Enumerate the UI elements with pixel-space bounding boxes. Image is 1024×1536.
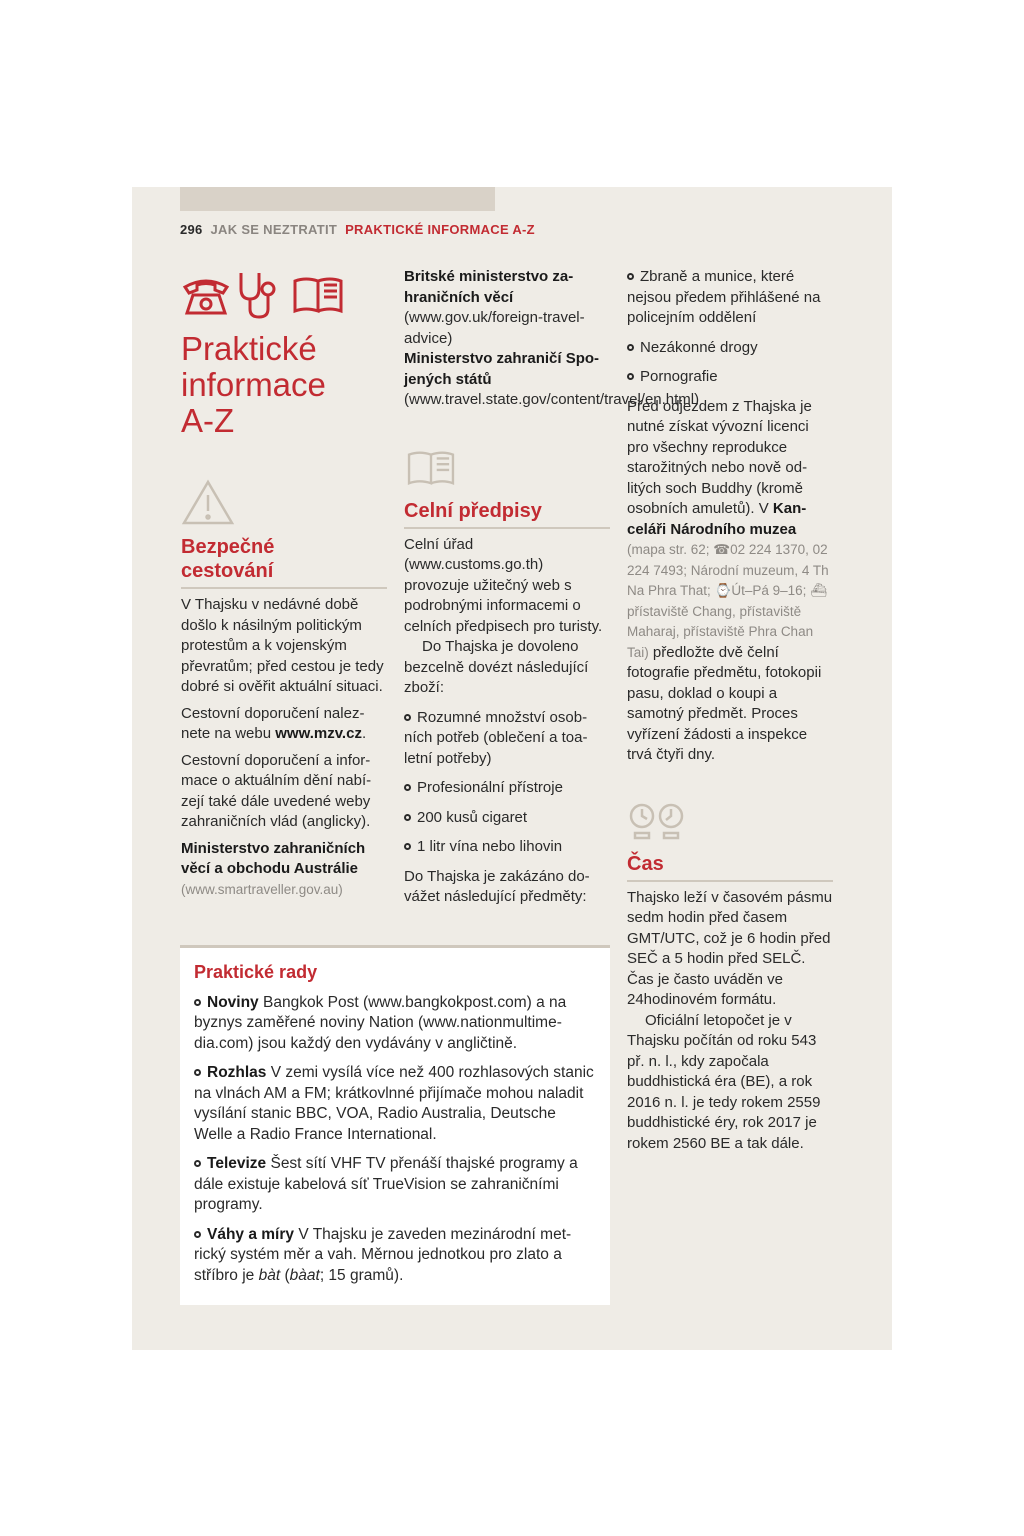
us-ministry-url[interactable]: (www.travel.state.gov/content/travel/en.html) (404, 391, 700, 408)
bullet-icon (194, 1160, 201, 1167)
allowed-item-text: Rozumné množství osobních potřeb (oblečení a toaletní potřeby) (404, 708, 588, 767)
export-license-end: předložte dvě čelní fotografie předmětu, fotokopii pasu, doklad o koupi a samotný předmět. Proces vyřízení žádosti a inspekce trvá čtyři dny. (627, 643, 822, 763)
safety-paragraph-1: V Thajsku v nedávné době došlo k násilným politickým protestům a k vojenským převratům; před cestou je tedy dobré si ověřit aktuální situaci. (181, 596, 384, 695)
tips-title: Praktické rady (194, 962, 318, 982)
book-icon (404, 447, 458, 489)
page-number: 296 (180, 222, 203, 237)
customs-heading: Celní předpisy (404, 499, 610, 529)
customs-paragraph-2: Do Thajska je dovoleno bezcelně dovézt následující zboží: (404, 638, 589, 696)
forbidden-item-text: Zbraně a munice, které nejsou předem přihlášené na policejním oddělení (627, 268, 821, 326)
tip-label: Váhy a míry (207, 1225, 295, 1243)
bullet-icon (404, 843, 411, 850)
tip-item-weights (194, 1225, 596, 1287)
allowed-item (404, 708, 610, 770)
safety-heading (181, 535, 387, 589)
safety-paragraph-3: Cestovní doporučení a informace o aktuálním dění nabízejí také dále uvedené weby zahraničních vlád (anglicky). (181, 751, 372, 830)
bullet-icon (404, 784, 411, 791)
customs-paragraph-3: Do Thajska je zakázáno dovážet následující předměty: (404, 867, 590, 905)
export-license-text: Před odjezdem z Thajska je nutné získat vývozní licenci pro všechny reprodukce starožitných nebo nově odlitých soch Buddhy (kromě osobních amuletů). V (627, 397, 812, 517)
tip-text: V zemi vysílá více než 400 rozhlasových stanic na vlnách AM a FM; krátkovlnné přijímače mohou naladit vysílání stanic BBC, VOA, Radio Australia, Deutsche Welle a Radio France International. (194, 1064, 594, 1143)
forbidden-item (627, 338, 833, 359)
tip-text-end: ; 15 gramů). (319, 1266, 404, 1284)
chapter-name: PRAKTICKÉ INFORMACE A-Z (345, 222, 535, 237)
column-3 (627, 267, 833, 1154)
title-line-1: Praktické (181, 330, 317, 367)
tip-text-mid: ( (280, 1266, 290, 1284)
bullet-icon (627, 344, 634, 351)
title-line-3: A-Z (181, 402, 235, 439)
clock-icon (627, 800, 687, 842)
us-ministry-name: Ministerstvo zahraničí Spojených států (404, 350, 600, 388)
column-1 (181, 267, 387, 900)
tip-label: Noviny (207, 993, 259, 1011)
tip-item-radio (194, 1063, 596, 1145)
safety-heading-line-1: Bezpečné (181, 536, 275, 558)
allowed-item (404, 837, 610, 858)
customs-paragraph-1: Celní úřad (www.customs.go.th) provozuje užitečný web s podrobnými informacemi o celních předpisech pro turisty. (404, 535, 603, 635)
time-paragraph-1: Thajsko leží v časovém pásmu sedm hodin před časem GMT/UTC, což je 6 hodin před SEČ a 5 hodin před SELČ. Čas je často uváděn ve 24hodinovém formátu. (627, 888, 833, 1008)
stethoscope-icon (235, 269, 287, 321)
bullet-icon (627, 373, 634, 380)
bullet-icon (627, 273, 634, 280)
safety-icon-wrap (181, 479, 387, 527)
forbidden-item-text: Pornografie (640, 368, 718, 385)
tip-item-television (194, 1154, 596, 1216)
guidebook-page (132, 187, 892, 1350)
tip-text: Bangkok Post (www.bangkokpost.com) a na byznys zaměřené noviny Nation (www.nationmultimedia.com) jsou každý den vydávány v angličtině. (194, 993, 567, 1052)
bullet-icon (194, 1069, 201, 1076)
export-license-paragraph (627, 397, 833, 766)
allowed-item (404, 778, 610, 799)
title-icons (181, 267, 387, 323)
safety-p2-end: . (361, 725, 367, 742)
time-paragraph-2: Oficiální letopočet je v Thajsku počítán od roku 543 př. n. l., kdy započala buddhistická éra (BE), a rok 2016 n. l. je tedy rokem 2559 buddhistické éry, rok 2017 je rokem 2560 BE a tak dále. (627, 1011, 821, 1152)
bullet-icon (404, 714, 411, 721)
safety-p2-text: Cestovní doporučení naleznete na webu (181, 704, 365, 742)
forbidden-item (627, 367, 833, 388)
bullet-icon (194, 999, 201, 1006)
customs-icon-wrap (404, 447, 610, 491)
bullet-icon (194, 1231, 201, 1238)
practical-tips-box (180, 945, 610, 1305)
uk-ministry-url[interactable]: (www.gov.uk/foreign-travel-advice) (404, 309, 585, 347)
tip-term-transliteration: bàat (289, 1266, 320, 1284)
tip-text: Šest sítí VHF TV přenáší thajské programy a dále existuje kabelová síť TrueVision se zahraničními programy. (194, 1155, 578, 1213)
museum-office-name: Kanceláři Národního muzea (627, 500, 807, 538)
safety-heading-line-2: cestování (181, 560, 274, 582)
allowed-item-text: Profesionální přístroje (417, 779, 563, 796)
time-icon-wrap (627, 800, 833, 844)
warning-icon (181, 479, 235, 527)
tip-label: Rozhlas (207, 1064, 267, 1081)
forbidden-item (627, 267, 833, 329)
page-title (181, 331, 387, 439)
allowed-item (404, 808, 610, 829)
tip-item-newspapers (194, 993, 596, 1055)
allowed-item-text: 1 litr vína nebo lihovin (417, 838, 563, 855)
telephone-icon (181, 273, 231, 317)
uk-ministry (404, 267, 610, 349)
safety-paragraph-2 (181, 704, 387, 745)
tip-label: Televize (207, 1155, 267, 1172)
running-head (180, 222, 535, 237)
tip-text: V Thajsku je zaveden mezinárodní metrický systém měr a vah. Měrnou jednotkou pro zlato a stříbro je (194, 1225, 572, 1284)
allowed-item-text: 200 kusů cigaret (417, 808, 528, 826)
book-icon (291, 273, 345, 317)
bullet-icon (404, 814, 411, 821)
page-tab (180, 187, 495, 211)
uk-ministry-name: Britské ministerstvo zahraničních věcí (404, 268, 574, 306)
australia-ministry-url[interactable]: (www.smartraveller.gov.au) (181, 881, 343, 897)
australia-ministry-name: Ministerstvo zahraničních věcí a obchodu Austrálie (181, 839, 366, 877)
museum-office-details: (mapa str. 62; ☎02 224 1370, 02 224 7493; Národní muzeum, 4 Th Na Phra That; ⌚Út–Pá 9–16; ⛴přístaviště Chang, přístaviště Maharaj, přístaviště Phra Chan Tai) (627, 542, 829, 660)
forbidden-item-text: Nezákonné drogy (640, 338, 758, 356)
mzv-link[interactable]: www.mzv.cz (275, 725, 362, 742)
title-line-2: informace (181, 366, 326, 403)
tip-term: bàt (258, 1266, 281, 1284)
australia-ministry (181, 839, 387, 901)
time-heading: Čas (627, 852, 833, 882)
section-name: JAK SE NEZTRATIT (210, 222, 338, 237)
